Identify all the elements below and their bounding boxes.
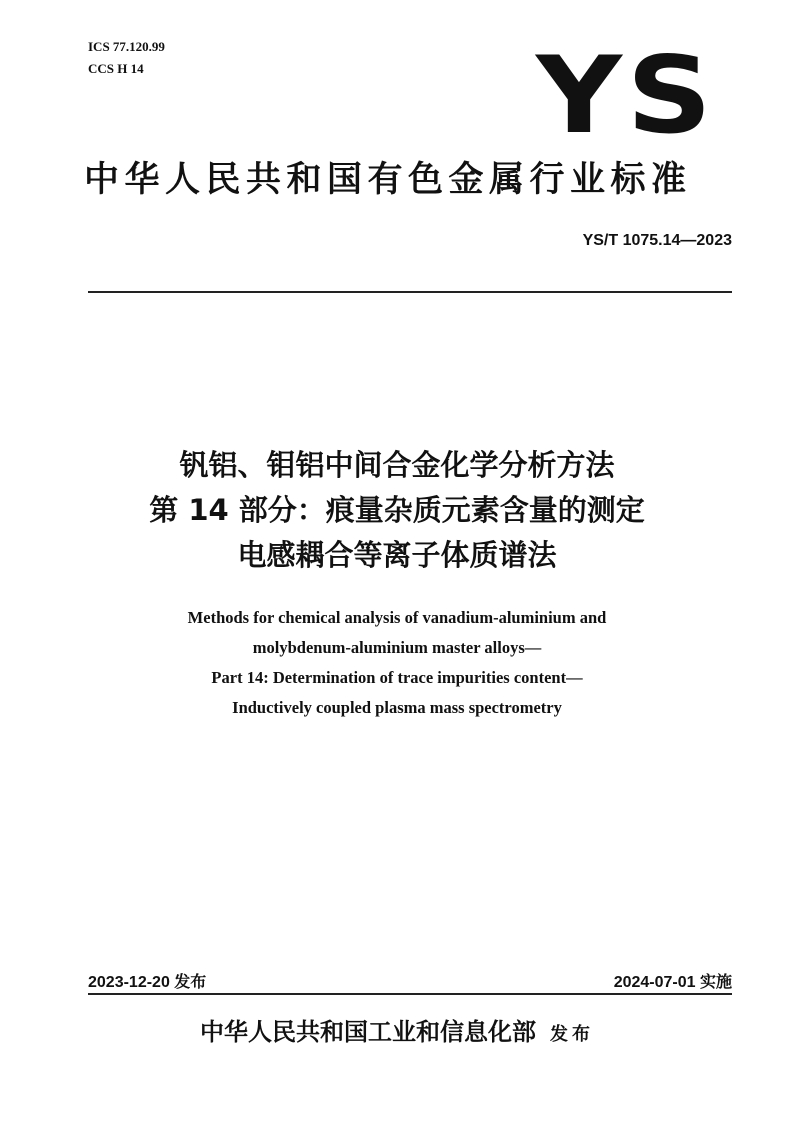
classification-codes [88,36,165,80]
english-title-line-4: Inductively coupled plasma mass spectrometry [232,698,562,717]
top-divider [88,291,732,293]
release-label: 发布 [550,1024,594,1045]
ccs-code: CCS H 14 [88,61,144,76]
chinese-title-line-1: 钒铝、钼铝中间合金化学分析方法 [179,448,615,482]
english-title-line-1: Methods for chemical analysis of vanadium-aluminium and [187,608,607,627]
standard-number: YS/T 1075.14—2023 [582,232,732,249]
bottom-divider [88,993,732,995]
ics-code: ICS 77.120.99 [88,39,165,54]
standard-category-title: 中华人民共和国有色金属行业标准 [84,160,692,200]
issue-date: 2023-12-20 发布 [88,974,207,991]
issuer-name: 中华人民共和国工业和信息化部 [200,1017,536,1046]
chinese-title-line-2: 第 14 部分：痕量杂质元素含量的测定 [149,493,645,527]
ys-logo: YS [536,34,717,157]
implementation-date: 2024-07-01 实施 [613,974,732,991]
english-title [0,603,794,723]
english-title-line-2: molybdenum-aluminium master alloys— [252,638,542,657]
chinese-title-line-3: 电感耦合等离子体质谱法 [237,538,557,572]
chinese-title [0,443,794,578]
english-title-line-3: Part 14: Determination of trace impurities content— [211,668,583,687]
issuing-authority [0,1012,794,1047]
